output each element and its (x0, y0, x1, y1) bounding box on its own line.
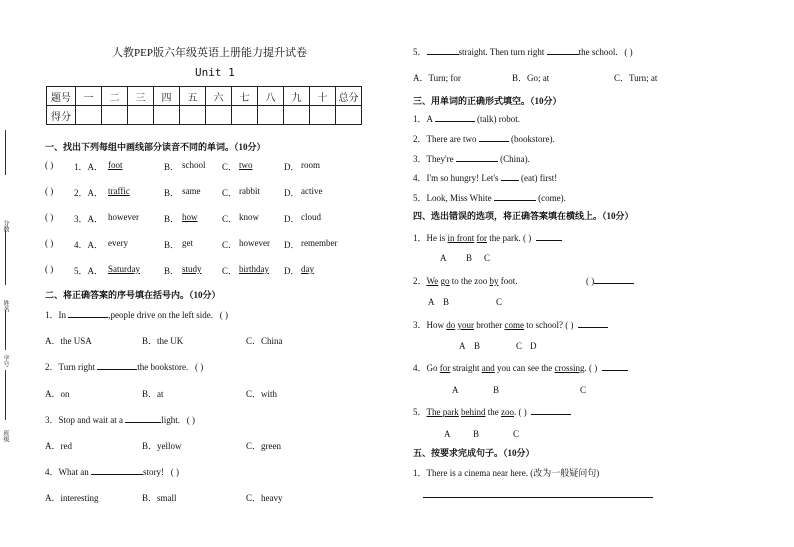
question-3-4: 4．I'm so hungry! Let's (eat) first! (413, 173, 558, 183)
label-d: D (530, 341, 537, 351)
question-2-1: 1．In ,people drive on the left side. ( ) (45, 310, 228, 320)
score-input-cell[interactable] (258, 106, 284, 125)
option-c: C．with (246, 389, 278, 399)
question-2-5: 5． straight. Then turn right the school. ( ) (413, 47, 633, 57)
score-cell: 五 (180, 87, 206, 106)
option-word: know (239, 212, 259, 222)
score-table-score-row (47, 106, 362, 125)
answer-bracket[interactable]: ( ) (523, 233, 532, 243)
fill-blank[interactable] (125, 413, 161, 423)
page-title: 人教PEP版六年级英语上册能力提升试卷 (112, 47, 307, 59)
answer-bracket[interactable]: ( ) (518, 407, 527, 417)
unit-title: Unit 1 (195, 66, 235, 79)
option-b: B．Go; at (512, 73, 550, 83)
option-letter: C． (222, 162, 238, 172)
option-letter: D． (284, 162, 300, 172)
option-word: day (301, 264, 314, 274)
question-2-3: 3．Stop and wait at a light. ( ) (45, 415, 196, 425)
fill-blank[interactable] (427, 45, 459, 55)
section4-title: 四、选出错误的选项，将正确答案填在横线上。（10分） (413, 211, 634, 221)
sidebar-line (5, 230, 6, 285)
label-a: A (444, 429, 451, 439)
answer-bracket[interactable]: ( ) (45, 264, 54, 274)
score-cell: 六 (206, 87, 232, 106)
score-input-cell[interactable] (206, 106, 232, 125)
option-a: A．the USA (45, 336, 92, 346)
label-b: B (443, 297, 450, 307)
section2-title: 二、将正确答案的序号填在括号内。（10分） (45, 290, 221, 300)
fill-blank[interactable] (547, 45, 579, 55)
option-word: study (182, 264, 202, 274)
option-word: how (182, 212, 198, 222)
label-b: B (466, 253, 473, 263)
option-a: A．red (45, 441, 72, 451)
score-cell: 二 (102, 87, 128, 106)
option-letter: B． (164, 162, 180, 172)
item-number: 2．A． (74, 188, 103, 198)
sidebar-label-grade: 班级 (2, 430, 8, 442)
score-input-cell[interactable] (128, 106, 154, 125)
fill-blank[interactable] (456, 152, 498, 162)
sidebar-label-class: 分数 (2, 220, 8, 232)
label-c: C (484, 253, 491, 263)
section5-title: 五、按要求完成句子。（10分） (413, 448, 535, 458)
option-word: however (108, 212, 139, 222)
option-word: active (301, 186, 323, 196)
fill-blank[interactable] (97, 360, 137, 370)
question-5-1: 1．There is a cinema near here. (改为一般疑问句) (413, 468, 600, 478)
score-cell: 得分 (47, 106, 76, 125)
label-a: A (440, 253, 447, 263)
score-cell: 八 (258, 87, 284, 106)
fill-blank[interactable] (494, 191, 536, 201)
score-cell: 九 (284, 87, 310, 106)
option-a: A．interesting (45, 493, 99, 503)
fill-blank[interactable] (68, 308, 108, 318)
fill-blank[interactable] (536, 231, 562, 241)
fill-blank[interactable] (594, 274, 634, 284)
item-number: 3．A． (74, 214, 103, 224)
question-4-2: 2．We go to the zoo by foot. (413, 276, 518, 286)
fill-blank[interactable] (531, 405, 571, 415)
option-word: rabbit (239, 186, 260, 196)
option-letter: C． (222, 266, 238, 276)
fill-blank[interactable] (578, 318, 608, 328)
option-a: A．on (45, 389, 70, 399)
answer-bracket[interactable]: ( ) (565, 320, 574, 330)
score-input-cell[interactable] (76, 106, 102, 125)
score-cell: 十 (310, 87, 336, 106)
option-c: C．Turn; at (614, 73, 658, 83)
fill-blank[interactable] (501, 171, 519, 181)
label-b: B (474, 341, 481, 351)
label-c: C (496, 297, 503, 307)
score-cell: 题号 (47, 87, 76, 106)
answer-bracket[interactable]: ( ) (45, 212, 54, 222)
answer-bracket[interactable]: ( ) (219, 310, 228, 320)
answer-bracket[interactable]: ( ) (624, 47, 633, 57)
answer-bracket[interactable]: ( ) (586, 274, 634, 286)
option-word: school (182, 160, 206, 170)
option-letter: B． (164, 266, 180, 276)
option-letter: D． (284, 240, 300, 250)
option-c: C．green (246, 441, 281, 451)
label-c: C (580, 385, 587, 395)
option-word: every (108, 238, 128, 248)
question-3-5: 5．Look, Miss White (come). (413, 193, 566, 203)
sidebar-label-name: 姓名 (2, 300, 8, 312)
score-input-cell[interactable] (180, 106, 206, 125)
option-letter: C． (222, 188, 238, 198)
label-c: C (513, 429, 520, 439)
score-table (46, 86, 362, 125)
option-word: birthday (239, 264, 269, 274)
answer-line[interactable] (423, 497, 653, 498)
label-a: A (459, 341, 466, 351)
option-word: two (239, 160, 253, 170)
answer-bracket[interactable]: ( ) (45, 160, 54, 170)
question-4-4: 4．Go for straight and you can see the crossing. ( ) (413, 361, 628, 374)
answer-bracket[interactable]: ( ) (194, 362, 204, 372)
option-b: B．small (142, 493, 177, 503)
option-letter: D． (284, 188, 300, 198)
answer-bracket[interactable]: ( ) (45, 238, 54, 248)
section1-title: 一、找出下列每组中画线部分读音不同的单词。（10分） (45, 142, 266, 152)
option-a: A．Turn; for (413, 73, 461, 83)
score-cell: 一 (76, 87, 102, 106)
item-number: 1．A． (74, 162, 103, 172)
score-input-cell[interactable] (336, 106, 362, 125)
option-word: cloud (301, 212, 321, 222)
score-input-cell[interactable] (310, 106, 336, 125)
option-word: traffic (108, 186, 130, 196)
option-word: room (301, 160, 320, 170)
label-b: B (493, 385, 500, 395)
option-letter: D． (284, 266, 300, 276)
sidebar-line (5, 310, 6, 350)
fill-blank[interactable] (435, 112, 475, 122)
question-4-5: 5．The park behind the zoo. ( ) (413, 405, 571, 418)
fill-blank[interactable] (479, 132, 509, 142)
item-number: 4．A． (74, 240, 103, 250)
score-input-cell[interactable] (232, 106, 258, 125)
answer-bracket[interactable]: ( ) (186, 415, 196, 425)
answer-bracket[interactable]: ( ) (45, 186, 54, 196)
sidebar-label-number: 学号 (2, 355, 8, 367)
question-3-3: 3．They're (China). (413, 154, 530, 164)
question-3-1: 1．A (talk) robot. (413, 114, 521, 124)
option-letter: B． (164, 188, 180, 198)
fill-blank[interactable] (91, 465, 143, 475)
score-input-cell[interactable] (102, 106, 128, 125)
section3-title: 三、用单词的正确形式填空。（10分） (413, 96, 562, 106)
label-c: C (516, 341, 523, 351)
option-letter: B． (164, 214, 180, 224)
question-3-2: 2．There are two (bookstore). (413, 134, 555, 144)
question-2-2: 2．Turn right the bookstore. ( ) (45, 362, 204, 372)
option-word: same (182, 186, 201, 196)
label-b: B (473, 429, 480, 439)
binding-sidebar (0, 130, 22, 490)
item-number: 5．A． (74, 266, 103, 276)
option-letter: C． (222, 240, 238, 250)
label-a: A (452, 385, 459, 395)
question-2-4: 4．What an story! ( ) (45, 467, 179, 477)
score-cell: 四 (154, 87, 180, 106)
score-input-cell[interactable] (284, 106, 310, 125)
option-letter: C． (222, 214, 238, 224)
score-cell: 七 (232, 87, 258, 106)
option-word: however (239, 238, 270, 248)
option-letter: B． (164, 240, 180, 250)
option-c: C．heavy (246, 493, 283, 503)
option-word: foot (108, 160, 123, 170)
option-b: B．yellow (142, 441, 182, 451)
option-letter: D． (284, 214, 300, 224)
option-b: B．at (142, 389, 164, 399)
question-4-1: 1．He is in front for the park. ( ) (413, 231, 562, 244)
sidebar-line (5, 130, 6, 175)
score-table-header-row (47, 87, 362, 106)
option-c: C．China (246, 336, 283, 346)
option-b: B．the UK (142, 336, 184, 346)
sidebar-line (5, 370, 6, 420)
fill-blank[interactable] (602, 361, 628, 371)
option-word: remember (301, 238, 338, 248)
question-4-3: 3．How do your brother come to school? ( ) (413, 318, 608, 331)
score-cell: 三 (128, 87, 154, 106)
answer-bracket[interactable]: ( ) (170, 467, 179, 477)
score-input-cell[interactable] (154, 106, 180, 125)
option-word: Saturday (108, 264, 140, 274)
option-word: get (182, 238, 193, 248)
score-cell: 总分 (336, 87, 362, 106)
answer-bracket[interactable]: ( ) (589, 363, 598, 373)
label-a: A (428, 297, 435, 307)
